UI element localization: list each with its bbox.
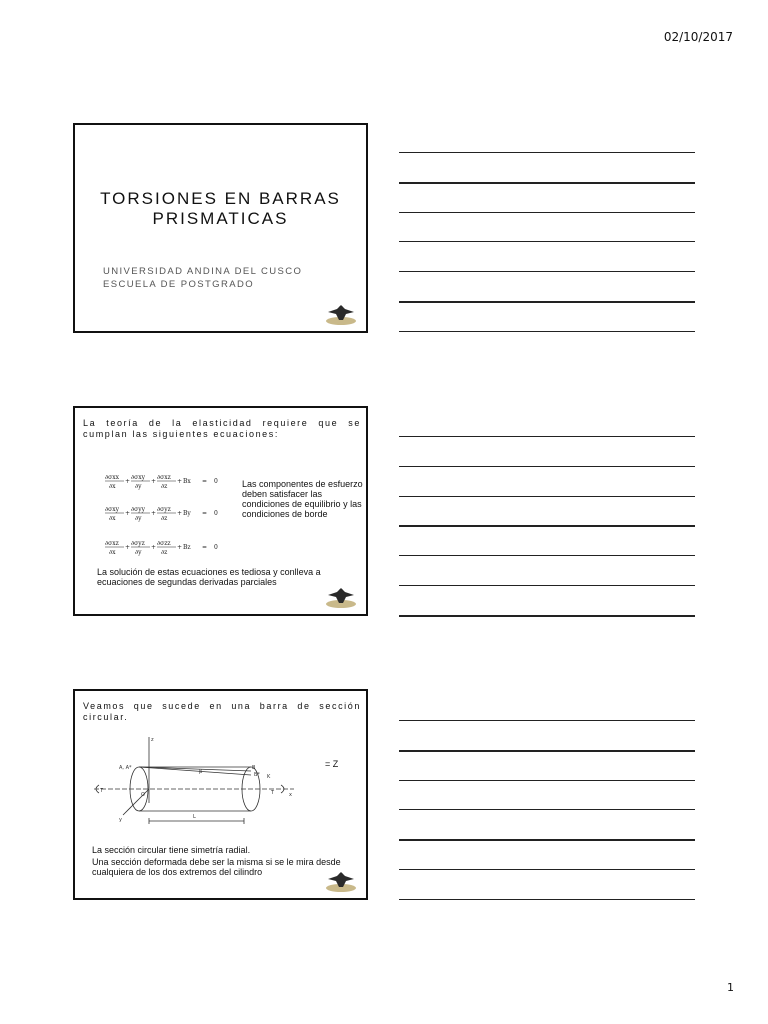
equation-denominator: ∂x — [109, 483, 116, 490]
equation-body-force: Bz — [183, 544, 191, 551]
equation-plus: + — [151, 544, 157, 551]
equation-row — [105, 506, 218, 522]
equation-equals: = — [202, 478, 208, 485]
slide-3 — [73, 689, 368, 900]
equation-denominator: ∂y — [135, 549, 142, 556]
equation-plus: + — [151, 510, 157, 517]
equation-plus: + — [177, 510, 183, 517]
equation-denominator: ∂y — [135, 515, 142, 522]
diagram-label-k: K — [267, 774, 271, 780]
slide-1-subtitle — [103, 265, 302, 291]
equation-body-force: By — [183, 510, 191, 517]
equation-plus: + — [125, 544, 131, 551]
equation-numerator: ∂σyy — [131, 506, 145, 513]
equation-plus: + — [151, 478, 157, 485]
slide-3-equation-fragment: = Z — [325, 759, 339, 769]
equation-numerator: ∂σxx — [105, 474, 119, 481]
slide-3-bottom-text — [92, 845, 357, 879]
diagram-label-a: A, A* — [119, 765, 132, 771]
university-crest-icon — [324, 869, 358, 893]
slide-1-title-line-2: PRISMATICAS — [152, 209, 289, 228]
equation-rhs: 0 — [214, 510, 218, 517]
slide-3-intro: Veamos que sucede en una barra de sección circular. — [83, 701, 361, 722]
equation-row — [105, 540, 218, 556]
university-name: UNIVERSIDAD ANDINA DEL CUSCO — [103, 266, 303, 277]
equation-numerator: ∂σxy — [131, 474, 145, 481]
school-name: ESCUELA DE POSTGRADO — [103, 279, 255, 290]
equation-denominator: ∂y — [135, 483, 142, 490]
diagram-label-x: x — [289, 792, 292, 798]
diagram-label-angle: β — [199, 769, 203, 775]
equation-numerator: ∂σyz — [157, 506, 171, 513]
equation-denominator: ∂x — [109, 515, 116, 522]
university-crest-icon — [324, 585, 358, 609]
slide-3-bottom-line-2: Una sección deformada debe ser la misma si se le mira desde cualquiera de los dos extremos del cilindro — [92, 857, 341, 877]
slide-2 — [73, 406, 368, 616]
equation-body-force: Bx — [183, 478, 191, 485]
equation-plus: + — [125, 478, 131, 485]
diagram-label-b: B — [252, 765, 256, 771]
equation-numerator: ∂σyz — [131, 540, 145, 547]
slide-3-bottom-line-1: La sección circular tiene simetría radial. — [92, 845, 251, 855]
page-number: 1 — [727, 981, 734, 994]
slide-2-intro: La teoría de la elasticidad requiere que se cumplan las siguientes ecuaciones: — [83, 418, 361, 439]
diagram-label-torque-right: T — [271, 790, 275, 796]
diagram-label-length: L — [193, 814, 196, 820]
print-date: 02/10/2017 — [663, 30, 733, 44]
equation-plus: + — [125, 510, 131, 517]
equation-rhs: 0 — [214, 478, 218, 485]
slide-1 — [73, 123, 368, 333]
slide-1-title-line-1: TORSIONES EN BARRAS — [100, 189, 341, 208]
diagram-label-origin: O — [141, 792, 145, 798]
slide-1-title — [75, 189, 366, 229]
equation-denominator: ∂z — [161, 483, 168, 490]
equation-equals: = — [202, 510, 208, 517]
equation-numerator: ∂σzz — [157, 540, 171, 547]
slide-2-bottom-note: La solución de estas ecuaciones es tediosa y conlleva a ecuaciones de segundas derivadas parciales — [97, 567, 321, 587]
diagram-label-z: z — [151, 737, 154, 743]
equation-plus: + — [177, 544, 183, 551]
slide-2-side-note: Las componentes de esfuerzo deben satisfacer las condiciones de equilibrio y las condiciones de borde — [242, 479, 363, 519]
equilibrium-equations — [105, 466, 235, 561]
equation-rhs: 0 — [214, 544, 218, 551]
university-crest-icon — [324, 302, 358, 326]
equation-denominator: ∂z — [161, 515, 168, 522]
equation-numerator: ∂σxz — [105, 540, 119, 547]
equation-numerator: ∂σxz — [157, 474, 171, 481]
equation-row — [105, 474, 218, 490]
diagram-label-torque-left: T — [100, 788, 104, 794]
equation-denominator: ∂z — [161, 549, 168, 556]
cylinder-torsion-diagram — [89, 733, 299, 828]
equation-equals: = — [202, 544, 208, 551]
equation-numerator: ∂σxy — [105, 506, 119, 513]
equation-denominator: ∂x — [109, 549, 116, 556]
diagram-label-y: y — [119, 817, 122, 823]
equation-plus: + — [177, 478, 183, 485]
diagram-label-b-star: B* — [254, 772, 260, 778]
